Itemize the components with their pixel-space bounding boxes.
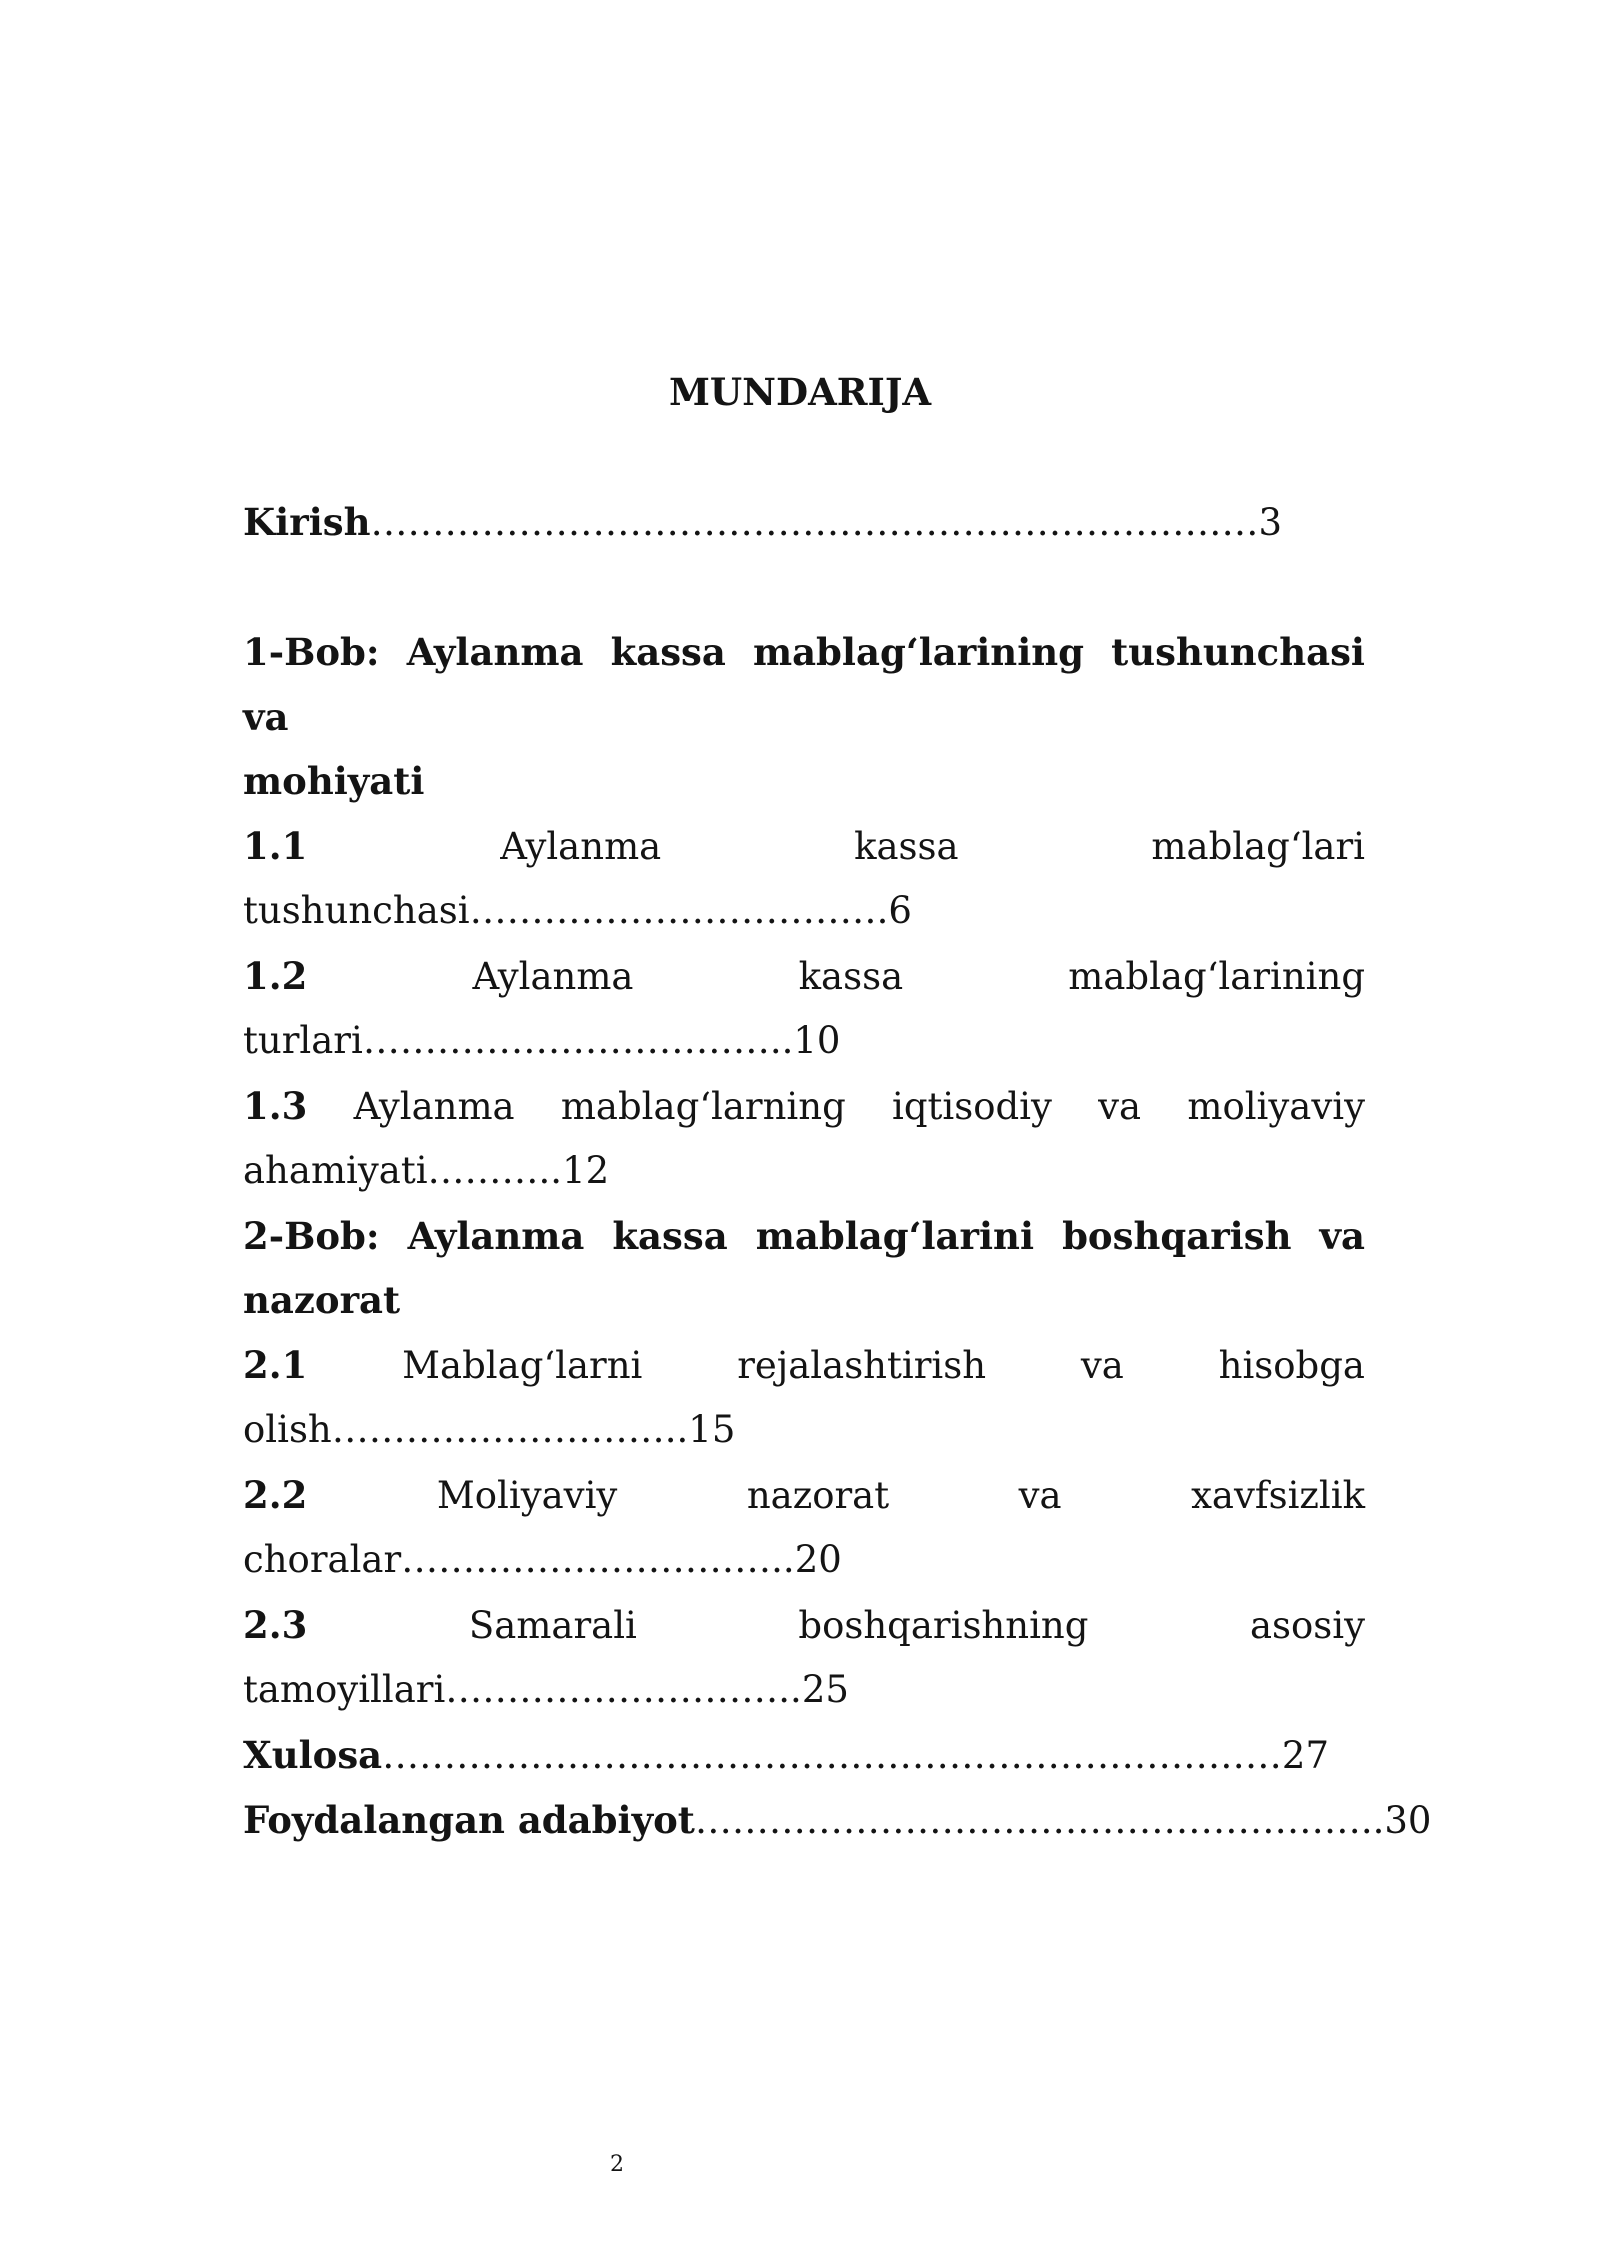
toc-word: tushunchasi <box>1111 630 1365 674</box>
toc-word: Aylanma <box>500 824 662 868</box>
toc-entry-references <box>243 1788 1432 1854</box>
toc-section-number: 2.2 <box>243 1472 308 1517</box>
toc-section-number: 2.1 <box>243 1342 308 1387</box>
toc-leader-dots: …………….………………………………………………… <box>382 1733 1282 1777</box>
toc-word: asosiy <box>1249 1603 1366 1647</box>
toc-entry-text: turlari <box>243 1019 363 1062</box>
toc-page-number: 25 <box>801 1668 849 1711</box>
toc-page-number: 27 <box>1281 1733 1330 1777</box>
toc-page-number: 6 <box>888 889 912 932</box>
toc-section-2-1-continuation <box>243 1398 1365 1463</box>
toc-word: boshqarishning <box>798 1603 1089 1647</box>
toc-word: kassa <box>612 1213 728 1258</box>
toc-section-number: 1.1 <box>243 823 308 868</box>
toc-word: Aylanma <box>407 1213 585 1258</box>
toc-word: Aylanma <box>353 1084 515 1128</box>
toc-page-number: 3 <box>1258 501 1283 544</box>
toc-word: 2-Bob: <box>243 1213 380 1258</box>
toc-page-number: 10 <box>793 1019 841 1062</box>
toc-chapter-2-continuation: nazorat <box>243 1278 401 1322</box>
toc-page-number: 15 <box>688 1408 736 1451</box>
toc-word: Samarali <box>468 1603 637 1647</box>
toc-word: Mablag‘larni <box>402 1343 643 1387</box>
toc-page-number: 12 <box>562 1149 610 1192</box>
toc-section-1-2 <box>243 944 1365 1010</box>
toc-section-1-2-continuation <box>243 1009 1365 1074</box>
toc-entry-text: choralar <box>243 1538 402 1581</box>
toc-section-number: 2.3 <box>243 1602 308 1647</box>
toc-page-number: 30 <box>1384 1799 1432 1842</box>
toc-word: iqtisodiy <box>892 1084 1052 1128</box>
toc-word: nazorat <box>746 1473 890 1517</box>
toc-word: va <box>1319 1213 1365 1258</box>
toc-word: moliyaviy <box>1187 1084 1365 1128</box>
toc-entry-text: tushunchasi <box>243 889 470 932</box>
toc-spacer <box>243 556 1365 621</box>
toc-leader-dots: ………………………….. <box>401 1538 795 1581</box>
toc-word: rejalashtirish <box>737 1343 987 1387</box>
toc-leader-dots: ……………………………………………….. <box>694 1799 1385 1842</box>
toc-chapter-2-line <box>243 1204 1365 1269</box>
toc-leader-dots: ……………………………………………………………… <box>370 501 1259 544</box>
toc-chapter-1-continuation: mohiyati <box>243 759 425 803</box>
page-number: 2 <box>610 2152 624 2177</box>
toc-leader-dots: ……………………….. <box>445 1668 802 1711</box>
toc-page-number: 20 <box>794 1538 842 1581</box>
toc-word: 1-Bob: <box>243 630 380 674</box>
toc-section-2-2 <box>243 1463 1365 1529</box>
toc-word: va <box>1080 1343 1124 1387</box>
toc-word: boshqarish <box>1062 1213 1292 1258</box>
table-of-contents <box>243 490 1432 1854</box>
toc-entry-title: Kirish <box>243 500 371 544</box>
toc-entry-conclusion <box>243 1723 1365 1789</box>
toc-section-number: 1.2 <box>243 953 308 998</box>
toc-word: xavfsizlik <box>1191 1473 1365 1517</box>
toc-section-2-1 <box>243 1333 1365 1399</box>
toc-section-2-2-continuation <box>243 1528 1365 1593</box>
toc-word: mablag‘larining <box>1068 954 1366 998</box>
toc-leader-dots: ……….. <box>427 1149 563 1192</box>
toc-leader-dots: …………………………….. <box>362 1019 794 1062</box>
toc-word: mablag‘lari <box>1151 824 1366 868</box>
toc-section-1-3 <box>243 1074 1365 1140</box>
toc-word: Aylanma <box>406 630 584 674</box>
toc-word: mablag‘larning <box>560 1084 846 1128</box>
toc-entry-intro <box>243 490 1365 556</box>
toc-word: hisobga <box>1218 1343 1365 1387</box>
toc-chapter-1-line <box>243 620 1365 749</box>
toc-word: va <box>1098 1084 1142 1128</box>
toc-section-2-3-continuation <box>243 1658 1365 1723</box>
toc-leader-dots: ……………………….. <box>331 1408 689 1451</box>
toc-word: mablag‘larini <box>755 1213 1035 1258</box>
toc-entry-text: olish <box>243 1408 332 1451</box>
toc-word: Moliyaviy <box>436 1473 618 1517</box>
toc-section-1-1-continuation <box>243 879 1365 944</box>
toc-entry-text: ahamiyati <box>243 1149 428 1192</box>
toc-section-number: 1.3 <box>243 1083 308 1128</box>
toc-section-2-3 <box>243 1593 1365 1659</box>
toc-word: kassa <box>610 630 726 674</box>
toc-entry-text: tamoyillari <box>243 1668 446 1711</box>
page-title: MUNDARIJA <box>668 370 932 414</box>
toc-entry-title: Foydalangan adabiyot <box>243 1798 695 1842</box>
toc-word: kassa <box>798 954 904 998</box>
toc-word: Aylanma <box>472 954 634 998</box>
toc-entry-title: Xulosa <box>243 1732 383 1777</box>
toc-section-1-3-continuation <box>243 1139 1365 1204</box>
toc-word: va <box>1018 1473 1062 1517</box>
toc-leader-dots: ……………………………. <box>469 889 889 932</box>
toc-word: kassa <box>854 824 959 868</box>
toc-word: va <box>243 694 289 739</box>
toc-section-1-1 <box>243 814 1365 880</box>
toc-word: mablag‘larining <box>752 630 1085 674</box>
